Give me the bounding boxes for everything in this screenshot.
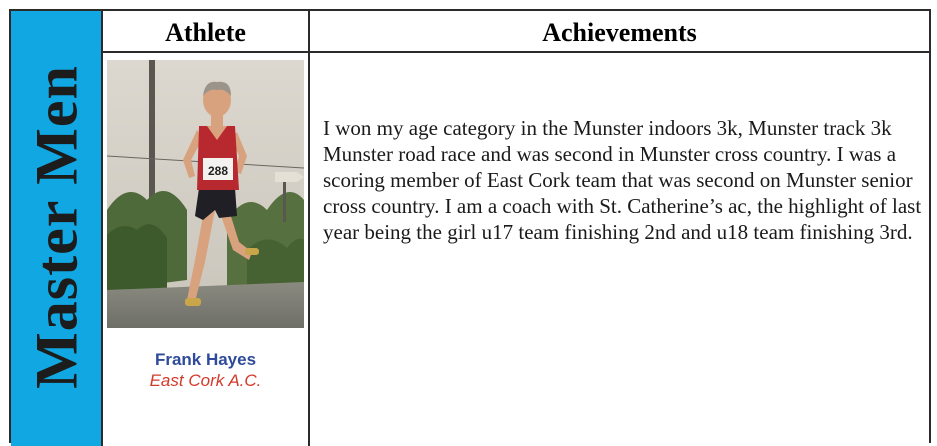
- category-band: [11, 11, 103, 446]
- header-divider: [103, 51, 929, 53]
- athlete-name: Frank Hayes: [154, 350, 257, 369]
- achievements-paragraph: I won my age category in the Munster indoors 3k, Munster track 3k Munster road race and was second in Munster cross country. I was a scoring member of East Cork team that was second on Munster senior cross country. I am a coach with St. Catherine’s ac, the highlight of last year being the girl u17 team finishing 2nd and u18 team finishing 3rd.: [323, 116, 922, 244]
- athlete-photo: [107, 60, 304, 328]
- bib-number: 288: [207, 164, 229, 178]
- athlete-club: East Cork A.C.: [149, 371, 262, 390]
- athlete-column-header: Athlete: [165, 18, 246, 47]
- category-label: Master Men: [23, 65, 90, 389]
- achievements-column-header: Achievements: [542, 18, 697, 47]
- column-divider: [308, 11, 310, 446]
- athlete-photo-image: [107, 60, 304, 328]
